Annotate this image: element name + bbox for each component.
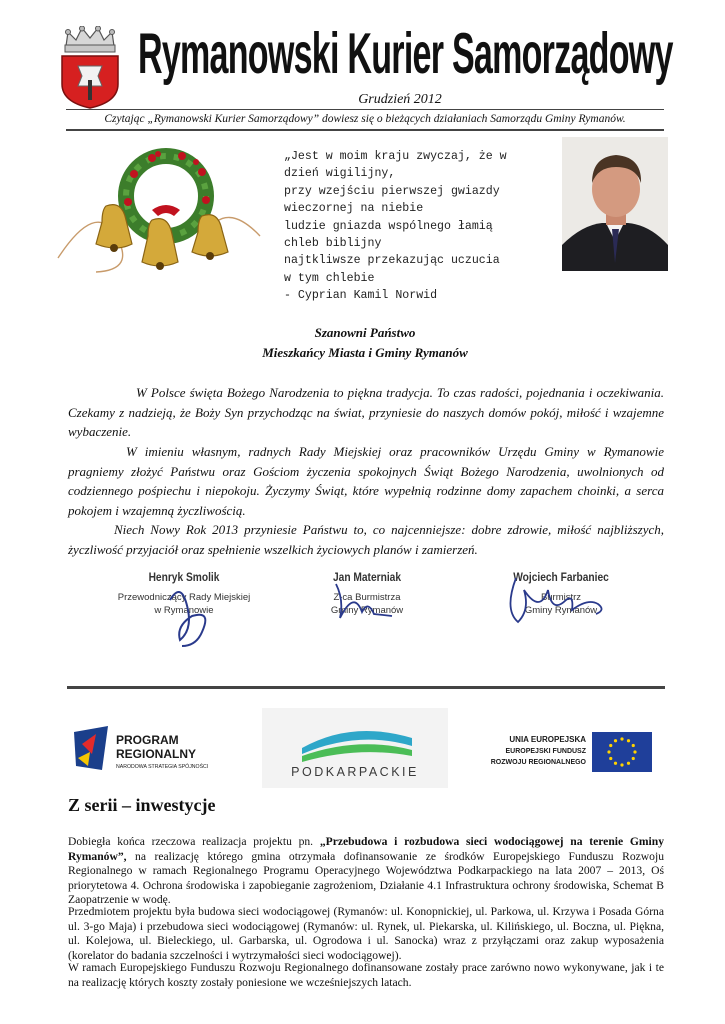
greeting-line-2: Mieszkańcy Miasta i Gminy Rymanów	[262, 345, 468, 360]
program-regionalny-logo	[72, 724, 232, 776]
signatory-role: Przewodniczący Rady Miejskiej	[117, 592, 251, 603]
eu-star-icon	[614, 739, 617, 742]
article-text: na realizację którego gmina otrzymała dofinansowanie ze środków Europejskiego Funduszu Rozwoju Regionalnego w ramach Regionalnego Programu Operacyjnego Województwa Podkarpackiego na lata 2007 – 2013, Oś priorytetowa 4. Ochrona środowiska i zapobieganie zagrożeniom, Działanie 4.1 Infrastruktura ochrony środowiska, Schemat B Zaopatrzenie w wodę.	[68, 849, 664, 907]
eu-star-icon	[632, 744, 635, 747]
letter-paragraph: Niech Nowy Rok 2013 przyniesie Państwu to, co najcenniejsze: dobre zdrowie, miłość najbliższych, życzliwość przyjaciół oraz spełnienie wszelkich życiowych planów i zamierzeń.	[68, 522, 664, 557]
signature-block-chairman	[92, 570, 276, 650]
eu-star-icon	[627, 739, 630, 742]
eu-star-icon	[609, 757, 612, 760]
signature-block-mayor	[478, 570, 644, 640]
eu-star-icon	[632, 757, 635, 760]
handwritten-signature-icon	[302, 570, 432, 640]
header-rule	[66, 109, 664, 110]
signatory-name: Jan Materniak	[332, 570, 402, 584]
eu-star-icon	[607, 750, 610, 753]
crest-emblem-icon	[58, 26, 122, 110]
handwritten-signature-icon	[478, 570, 644, 640]
mayor-portrait-photo	[562, 137, 668, 271]
eu-fund-logo	[476, 728, 654, 776]
christmas-bells-wreath-image	[56, 140, 262, 288]
eu-star-icon	[627, 762, 630, 765]
article-paragraph: W ramach Europejskiego Funduszu Rozwoju Regionalnego dofinansowane zostały prace zarówno nowo wykonywane, jak i te na realizację których koszty zostały poniesione we wcześniejszych latach.	[68, 961, 664, 989]
article-paragraph	[68, 835, 664, 908]
pr-logo-line-3: NARODOWA STRATEGIA SPÓJNOŚCI	[116, 764, 209, 770]
section-title: Z serii – inwestycje	[68, 795, 216, 815]
article-paragraph: Przedmiotem projektu była budowa sieci wodociągowej (Rymanów: ul. Konopnickiej, ul. Parkowa, ul. Krzywa i Posada Górna ul. 3-go Maja) i przebudowa sieci wodociągowej (Rymanów: ul. Rynek, ul. Piekarska, ul. Kilińskiego, ul. Boczna, ul. Piękna, ul. Kolejowa, ul. Bieleckiego, ul. Garbarska, ul. Ogrodowa i ul. Sanocka) wraz z przyłączami oraz zakup wyposażenia (korelator do badania szczelności i wytrzymałości sieci wodociągowej).	[68, 905, 664, 962]
tagline: Czytając „Rymanowski Kurier Samorządowy” dowiesz się o bieżących działaniach Samorządu Gminy Rymanów.	[104, 113, 626, 125]
header-rule	[66, 129, 664, 131]
poem-quote: „Jest w moim kraju zwyczaj, że w dzień wigilijny, przy wzejściu pierwszej gwiazdy wieczornej na niebie ludzie gniazda wspólnego łamią chleb biblijny najtkliwsze przekazując uczucia w tym chlebie - Cyprian Kamil Norwid	[284, 150, 507, 303]
masthead-title: Rymanowski Kurier Samorządowy	[138, 20, 673, 86]
eu-star-icon	[633, 750, 636, 753]
handwritten-signature-icon	[92, 570, 276, 650]
eu-logo-line-1: UNIA EUROPEJSKA	[509, 735, 586, 744]
signatory-role: Z-ca Burmistrza	[333, 592, 401, 603]
signatory-role: Gminy Rymanów	[524, 605, 598, 616]
issue-date: Grudzień 2012	[358, 92, 442, 107]
signatory-name: Wojciech Farbaniec	[513, 570, 609, 584]
podkarpackie-logo	[262, 708, 448, 788]
pr-logo-line-1: PROGRAM	[116, 733, 179, 747]
greeting-line-1: Szanowni Państwo	[314, 325, 416, 340]
eu-star-icon	[609, 744, 612, 747]
letter-paragraph: W Polsce święta Bożego Narodzenia to piękna tradycja. To czas radości, pojednania i oczekiwania. Czekamy z nadzieją, że Boży Syn przychodząc na świat, przyniesie do naszych domów pokój, miłość i wzajemne wybaczenie.	[68, 385, 664, 439]
signatory-name: Henryk Smolik	[148, 570, 220, 584]
section-divider	[67, 686, 665, 689]
eu-logo-line-3: ROZWOJU REGIONALNEGO	[490, 759, 586, 766]
eu-logo-line-2: EUROPEJSKI FUNDUSZ	[505, 748, 586, 755]
article-lead: Dobiegła końca rzeczowa realizacja projektu pn.	[68, 835, 320, 848]
eu-star-icon	[620, 763, 623, 766]
pr-logo-line-2: REGIONALNY	[116, 747, 197, 761]
letter-paragraph: W imieniu własnym, radnych Rady Miejskiej oraz pracowników Urzędu Gminy w Rymanowie pragniemy złożyć Państwu oraz Gościom życzenia spokojnych Świąt Bożego Narodzenia, uwolnionych od codziennego pośpiechu i niepokoju. Życzymy Świąt, które wypełnią rodzinne domy zapachem choinki, a serca pokojem i wzajemną życzliwością.	[68, 444, 664, 518]
signatory-role: w Rymanowie	[154, 605, 214, 616]
podkarpackie-label: PODKARPACKIE	[291, 765, 419, 779]
signatory-role: Gminy Rymanów	[330, 605, 404, 616]
eu-star-icon	[620, 737, 623, 740]
eu-star-icon	[614, 762, 617, 765]
signature-block-deputy	[302, 570, 432, 640]
signatory-role: Burmistrz	[540, 592, 582, 603]
project-name: „Przebudowa i rozbudowa sieci wodociągowej na terenie Gminy Rymanów”,	[68, 835, 664, 863]
